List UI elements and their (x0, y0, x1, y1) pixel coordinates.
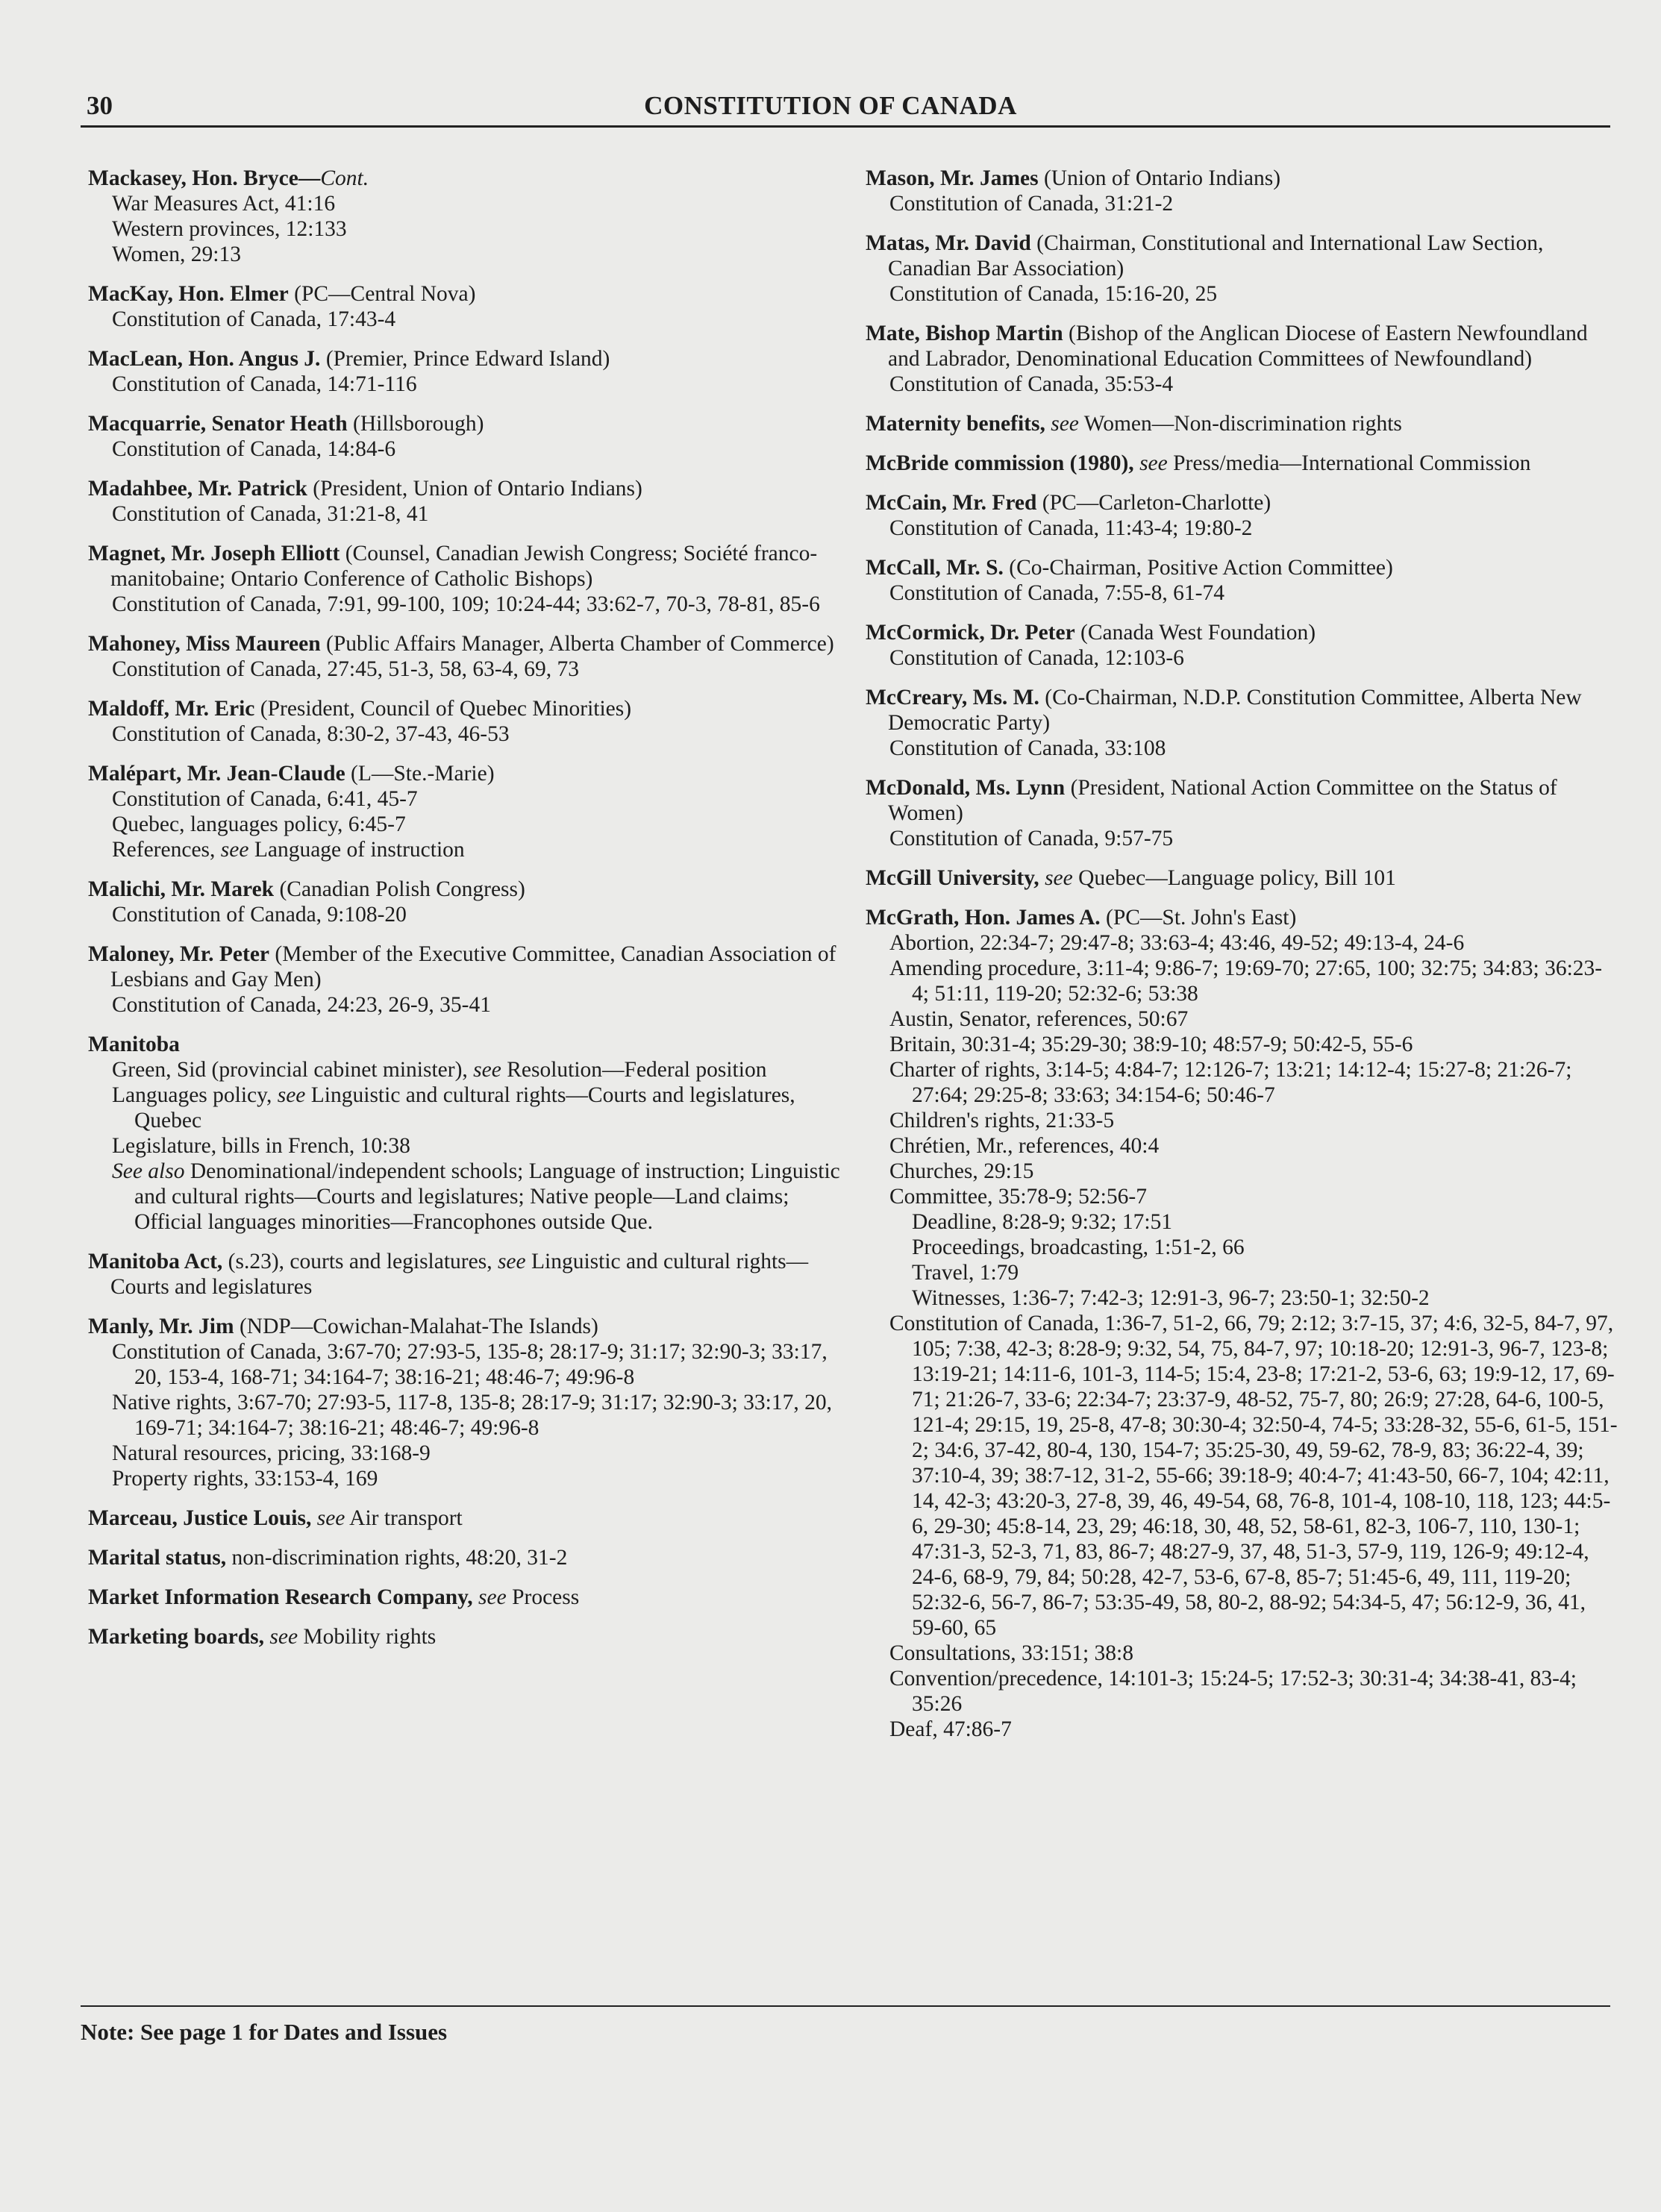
see-reference: see (316, 1506, 345, 1530)
entry-detail (1039, 866, 1045, 890)
entry-heading-line (866, 685, 1619, 736)
entry-heading-line (866, 451, 1619, 476)
subentry-topic: References, (112, 838, 221, 862)
index-entry (88, 696, 842, 747)
entry-subheading (866, 645, 1619, 671)
index-entry (866, 451, 1619, 476)
entry-heading: Manly, Mr. Jim (88, 1315, 234, 1338)
entry-heading: Marketing boards, (88, 1625, 264, 1649)
entry-heading-line (866, 620, 1619, 645)
entry-heading-line (88, 281, 842, 307)
entry-subheading (866, 1311, 1619, 1641)
entry-heading-line (866, 775, 1619, 826)
running-title: CONSTITUTION OF CANADA (644, 91, 1017, 120)
index-entry (88, 941, 842, 1018)
index-entry (88, 281, 842, 332)
subentry-text: Resolution—Federal position (501, 1058, 767, 1082)
subentry-text: Language of instruction (248, 838, 465, 862)
index-entry (866, 321, 1619, 397)
subentry-text: Abortion, 22:34-7; 29:47-8; 33:63-4; 43:46, 49-52; 49:13-4, 24-6 (889, 931, 1465, 955)
entry-heading-line (866, 905, 1619, 930)
entry-heading: Matas, Mr. David (866, 231, 1031, 255)
entry-heading-line (88, 631, 842, 657)
entry-subheading (88, 721, 842, 747)
see-reference: see (277, 1083, 306, 1107)
entry-heading: McCormick, Dr. Peter (866, 621, 1075, 645)
entry-heading: McCreary, Ms. M. (866, 686, 1039, 709)
index-entry (866, 166, 1619, 216)
entry-detail: (President, Union of Ontario Indians) (307, 477, 642, 501)
entry-detail: (Co-Chairman, N.D.P. Constitution Committee, Alberta New Democratic Party) (888, 686, 1582, 735)
entry-detail: (Counsel, Canadian Jewish Congress; Société franco-manitobaine; Ontario Conference of Catholic Bishops) (110, 542, 818, 591)
index-entry (88, 877, 842, 927)
subentry-text: Legislature, bills in French, 10:38 (112, 1134, 410, 1158)
subentry-text: Constitution of Canada, 17:43-4 (112, 307, 396, 331)
index-entry (88, 761, 842, 862)
entry-detail: (President, National Action Committee on the Status of Women) (888, 776, 1557, 825)
entry-detail: non-discrimination rights, 48:20, 31-2 (226, 1546, 568, 1570)
see-reference: see (478, 1585, 507, 1609)
index-entry (866, 775, 1619, 851)
subentry-text: Linguistic and cultural rights—Courts and legislatures, Quebec (134, 1083, 795, 1132)
entry-subheading (866, 1133, 1619, 1159)
index-entry (88, 1545, 842, 1570)
entry-detail: (Chairman, Constitutional and International Law Section, Canadian Bar Association) (888, 231, 1544, 281)
subentry-text: Amending procedure, 3:11-4; 9:86-7; 19:69-70; 27:65, 100; 32:75; 34:83; 36:23-4; 51:11, 119-20; 52:32-6; 53:38 (889, 956, 1603, 1006)
index-entry (88, 1506, 842, 1531)
entry-subheading (88, 837, 842, 862)
entry-subheading (88, 992, 842, 1018)
footer-note: Note: See page 1 for Dates and Issues (81, 2019, 448, 2045)
cross-reference-target: Quebec—Language policy, Bill 101 (1072, 866, 1396, 890)
subentry-topic: Green, Sid (provincial cabinet minister), (112, 1058, 474, 1082)
subentry-text: Western provinces, 12:133 (112, 217, 347, 241)
index-entry (88, 1624, 842, 1649)
entry-subheading (88, 242, 842, 267)
entry-detail: (Bishop of the Anglican Diocese of Eastern Newfoundland and Labrador, Denominational Education Committees of Newfoundland) (888, 322, 1588, 371)
entry-subheading (88, 592, 842, 617)
entry-heading: McGill University, (866, 866, 1039, 890)
entry-heading: Marceau, Justice Louis, (88, 1506, 312, 1530)
entry-heading-line (88, 941, 842, 992)
subentry-text: Children's rights, 21:33-5 (889, 1109, 1115, 1132)
entry-heading: McCall, Mr. S. (866, 556, 1004, 580)
subentry-text: Britain, 30:31-4; 35:29-30; 38:9-10; 48:57-9; 50:42-5, 55-6 (889, 1033, 1413, 1056)
entry-subheading (88, 902, 842, 927)
subentry-text: Consultations, 33:151; 38:8 (889, 1641, 1133, 1665)
entry-heading-line (866, 865, 1619, 891)
subentry-text: Constitution of Canada, 6:41, 45-7 (112, 787, 418, 811)
page-number: 30 (87, 91, 113, 120)
entry-heading-line (866, 231, 1619, 281)
entry-detail: (PC—St. John's East) (1100, 906, 1297, 930)
entry-subheading (88, 786, 842, 812)
cross-reference-target: Women—Non-discrimination rights (1078, 412, 1402, 436)
entry-heading: MacLean, Hon. Angus J. (88, 347, 321, 371)
subentry-text: Churches, 29:15 (889, 1159, 1034, 1183)
entry-subheading (88, 812, 842, 837)
entry-heading: Magnet, Mr. Joseph Elliott (88, 542, 340, 565)
entry-detail: (PC—Carleton-Charlotte) (1036, 491, 1271, 515)
index-entry (866, 620, 1619, 671)
entry-subheading (866, 1235, 1619, 1260)
entry-subheading (866, 1032, 1619, 1057)
entry-detail: (Hillsborough) (347, 412, 484, 436)
subentry-text: Quebec, languages policy, 6:45-7 (112, 812, 406, 836)
entry-heading-line (88, 1314, 842, 1339)
entry-heading-line (88, 1032, 842, 1057)
entry-subheading (866, 1209, 1619, 1235)
see-reference: See also (112, 1159, 185, 1183)
entry-subheading (866, 281, 1619, 307)
entry-subheading (88, 1133, 842, 1159)
see-reference: see (1051, 412, 1079, 436)
entry-subheading (866, 956, 1619, 1006)
entry-detail: (L—Ste.-Marie) (345, 762, 495, 786)
index-entry (866, 411, 1619, 436)
continued-marker: Cont. (320, 166, 369, 190)
entry-subheading (88, 501, 842, 527)
entry-heading-line (88, 696, 842, 721)
entry-heading: McGrath, Hon. James A. (866, 906, 1101, 930)
entry-heading-line (88, 411, 842, 436)
entry-detail (311, 1506, 316, 1530)
index-entry (88, 1032, 842, 1235)
subentry-text: Constitution of Canada, 7:55-8, 61-74 (889, 581, 1225, 605)
entry-detail: (Public Affairs Manager, Alberta Chamber of Commerce) (320, 632, 834, 656)
subentry-text: Constitution of Canada, 8:30-2, 37-43, 46-53 (112, 722, 510, 746)
subentry-text: Deadline, 8:28-9; 9:32; 17:51 (912, 1210, 1173, 1234)
subentry-text: Constitution of Canada, 33:108 (889, 736, 1166, 760)
entry-heading-line (88, 1506, 842, 1531)
subentry-text: Deaf, 47:86-7 (889, 1717, 1012, 1741)
subentry-text: Constitution of Canada, 3:67-70; 27:93-5, 135-8; 28:17-9; 31:17; 32:90-3; 33:17, 20, 153-4, 168-71; 34:164-7; 38:16-21; 48:46-7; 49:96-8 (112, 1340, 828, 1389)
header-rule (81, 125, 1610, 128)
subentry-text: Proceedings, broadcasting, 1:51-2, 66 (912, 1235, 1245, 1259)
entry-heading: Mackasey, Hon. Bryce— (88, 166, 321, 190)
entry-heading: Market Information Research Company, (88, 1585, 473, 1609)
subentry-text: Constitution of Canada, 1:36-7, 51-2, 66, 79; 2:12; 3:7-15, 37; 4:6, 32-5, 84-7, 97, 105; 7:38, 42-3; 8:28-9; 9:32, 54, 75, 84-7, 97; 10:18-20; 12:91-3, 96-7, 123-8; 13:19-21; 14:11-6, 101-3, 114-5; 15:4, 23-8; 17:21-2, 53-6, 63; 19:9-12, 17, 69-71; 21:26-7, 33-6; 22:34-7; 23:37-9, 48-52, 75-7, 80; 26:9; 27:28, 64-6, 100-5, 121-4; 29:15, 19, 25-8, 47-8; 30:30-4; 32:50-4, 74-5; 33:28-32, 55-6, 61-5, 151-2; 34:6, 37-42, 80-4, 130, 154-7; 35:25-30, 49, 59-62, 78-9, 83; 36:22-4, 39; 37:10-4, 39; 38:7-12, 31-2, 55-66; 39:18-9; 40:4-7; 41:43-50, 66-7, 104; 42:11, 14, 42-3; 43:20-3, 27-8, 39, 46, 49-54, 68, 76-8, 101-4, 108-10, 118, 123; 44:5-6, 29-30; 45:8-14, 23, 29; 46:18, 30, 48, 52, 58-61, 82-3, 106-7, 110, 130-1; 47:31-3, 52-3, 71, 83, 86-7; 48:27-9, 37, 48, 51-3, 57-9, 119, 126-9; 49:12-4, 24-6, 68-9, 79, 84; 50:28, 42-7, 53-6, 67-8, 85-7; 51:45-6, 49, 111, 119-20; 52:32-6, 56-7, 86-7; 53:35-49, 58, 80-2, 88-92; 54:34-5, 47; 56:12-9, 36, 41, 59-60, 65 (889, 1312, 1618, 1640)
entry-heading: MacKay, Hon. Elmer (88, 282, 289, 306)
entry-heading-line (88, 1249, 842, 1300)
entry-subheading (866, 826, 1619, 851)
entry-subheading (88, 1082, 842, 1133)
subentry-text: Constitution of Canada, 11:43-4; 19:80-2 (889, 516, 1253, 540)
subentry-text: Denominational/independent schools; Language of instruction; Linguistic and cultural rights—Courts and legislatures; Native people—Land claims; Official languages minorities—Francophones outside Que. (134, 1159, 840, 1234)
entry-detail: (Canadian Polish Congress) (274, 877, 525, 901)
index-entry (866, 555, 1619, 606)
entry-detail: (Member of the Executive Committee, Canadian Association of Lesbians and Gay Men) (110, 942, 836, 991)
entry-heading: Maldoff, Mr. Eric (88, 697, 255, 721)
entry-subheading (866, 1057, 1619, 1108)
entry-subheading (866, 1108, 1619, 1133)
entry-subheading (866, 191, 1619, 216)
subentry-text: Chrétien, Mr., references, 40:4 (889, 1134, 1160, 1158)
entry-detail: (Union of Ontario Indians) (1038, 166, 1281, 190)
subentry-text: Constitution of Canada, 12:103-6 (889, 646, 1184, 670)
cross-reference-target: Linguistic and cultural rights—Courts and legislatures (110, 1250, 809, 1299)
subentry-text: Property rights, 33:153-4, 169 (112, 1467, 378, 1491)
entry-heading-line (88, 761, 842, 786)
see-reference: see (473, 1058, 501, 1082)
entry-heading-line (866, 555, 1619, 580)
subentry-text: Natural resources, pricing, 33:168-9 (112, 1441, 431, 1465)
entry-heading-line (88, 877, 842, 902)
see-reference: see (497, 1250, 526, 1273)
entry-heading: Madahbee, Mr. Patrick (88, 477, 307, 501)
entry-subheading (866, 1006, 1619, 1032)
entry-subheading (88, 1057, 842, 1082)
entry-subheading (866, 516, 1619, 541)
entry-heading-line (88, 1624, 842, 1649)
subentry-text: Constitution of Canada, 31:21-2 (889, 192, 1174, 216)
subentry-text: Constitution of Canada, 7:91, 99-100, 109; 10:24-44; 33:62-7, 70-3, 78-81, 85-6 (112, 592, 820, 616)
entry-detail: (President, Council of Quebec Minorities) (254, 697, 632, 721)
entry-subheading (866, 1285, 1619, 1311)
index-entry (866, 905, 1619, 1742)
entry-subheading (88, 657, 842, 682)
index-entry (88, 476, 842, 527)
entry-heading: Maloney, Mr. Peter (88, 942, 270, 966)
entry-heading-line (88, 166, 842, 191)
subentry-text: Constitution of Canada, 9:108-20 (112, 903, 407, 927)
entry-detail: (Canada West Foundation) (1075, 621, 1316, 645)
entry-heading-line (88, 1585, 842, 1610)
subentry-text: Witnesses, 1:36-7; 7:42-3; 12:91-3, 96-7; 23:50-1; 32:50-2 (912, 1286, 1430, 1310)
entry-heading: McBride commission (1980), (866, 451, 1134, 475)
subentry-text: Charter of rights, 3:14-5; 4:84-7; 12:126-7; 13:21; 14:12-4; 15:27-8; 21:26-7; 27:64; 29:25-8; 33:63; 34:154-6; 50:46-7 (889, 1058, 1572, 1107)
entry-subheading (866, 1717, 1619, 1742)
entry-heading: McCain, Mr. Fred (866, 491, 1037, 515)
entry-heading: McDonald, Ms. Lynn (866, 776, 1066, 800)
entry-subheading (866, 1666, 1619, 1717)
entry-heading: Malichi, Mr. Marek (88, 877, 275, 901)
entry-heading: Mason, Mr. James (866, 166, 1039, 190)
entry-detail: (PC—Central Nova) (288, 282, 476, 306)
subentry-text: Constitution of Canada, 27:45, 51-3, 58, 63-4, 69, 73 (112, 657, 580, 681)
entry-subheading (88, 1441, 842, 1466)
see-reference: see (1139, 451, 1168, 475)
subentry-text: Women, 29:13 (112, 242, 241, 266)
subentry-text: War Measures Act, 41:16 (112, 192, 336, 216)
entry-heading: Malépart, Mr. Jean-Claude (88, 762, 345, 786)
entry-heading: Manitoba (88, 1033, 180, 1056)
subentry-text: Constitution of Canada, 24:23, 26-9, 35-41 (112, 993, 492, 1017)
index-column-right (866, 166, 1619, 1756)
index-entry (88, 411, 842, 462)
subentry-text: Austin, Senator, references, 50:67 (889, 1007, 1189, 1031)
see-reference: see (1045, 866, 1073, 890)
cross-reference-target: Press/media—International Commission (1167, 451, 1531, 475)
entry-subheading (88, 216, 842, 242)
index-entry (88, 631, 842, 682)
entry-subheading (88, 1390, 842, 1441)
entry-subheading (88, 1466, 842, 1491)
entry-heading: Maternity benefits, (866, 412, 1045, 436)
entry-subheading (88, 191, 842, 216)
entry-subheading (866, 930, 1619, 956)
index-entry (88, 1585, 842, 1610)
entry-subheading (866, 1184, 1619, 1209)
entry-subheading (866, 372, 1619, 397)
entry-heading-line (88, 476, 842, 501)
entry-subheading (866, 736, 1619, 761)
entry-subheading (866, 1260, 1619, 1285)
entry-heading-line (88, 1545, 842, 1570)
subentry-text: Travel, 1:79 (912, 1261, 1019, 1285)
entry-subheading (88, 307, 842, 332)
index-column-left (88, 166, 842, 1664)
subentry-text: Committee, 35:78-9; 52:56-7 (889, 1185, 1147, 1209)
entry-detail (1134, 451, 1139, 475)
entry-heading: Mahoney, Miss Maureen (88, 632, 321, 656)
index-entry (88, 541, 842, 617)
subentry-text: Constitution of Canada, 14:71-116 (112, 372, 417, 396)
footer-rule (81, 2005, 1610, 2007)
index-entry (866, 685, 1619, 761)
entry-subheading (88, 1339, 842, 1390)
index-entry (866, 865, 1619, 891)
index-entry (88, 346, 842, 397)
subentry-text: Constitution of Canada, 15:16-20, 25 (889, 282, 1218, 306)
entry-heading-line (88, 541, 842, 592)
entry-detail: (s.23), courts and legislatures, (222, 1250, 498, 1273)
see-reference: see (269, 1625, 298, 1649)
entry-subheading (866, 1159, 1619, 1184)
cross-reference-target: Mobility rights (298, 1625, 437, 1649)
entry-heading-line (866, 411, 1619, 436)
entry-subheading (866, 1641, 1619, 1666)
entry-heading: Macquarrie, Senator Heath (88, 412, 348, 436)
index-entry (88, 1314, 842, 1491)
entry-subheading (88, 436, 842, 462)
entry-subheading (866, 580, 1619, 606)
index-entry (866, 231, 1619, 307)
subentry-text: Constitution of Canada, 14:84-6 (112, 437, 396, 461)
entry-detail: (Co-Chairman, Positive Action Committee) (1003, 556, 1393, 580)
entry-heading: Manitoba Act, (88, 1250, 223, 1273)
cross-reference-target: Air transport (345, 1506, 463, 1530)
see-reference: see (220, 838, 249, 862)
entry-detail: (NDP—Cowichan-Malahat-The Islands) (234, 1315, 598, 1338)
subentry-text: Constitution of Canada, 9:57-75 (889, 827, 1174, 850)
subentry-text: Constitution of Canada, 35:53-4 (889, 372, 1174, 396)
subentry-text: Constitution of Canada, 31:21-8, 41 (112, 502, 429, 526)
subentry-text: Native rights, 3:67-70; 27:93-5, 117-8, 135-8; 28:17-9; 31:17; 32:90-3; 33:17, 20, 169-71; 34:164-7; 38:16-21; 48:46-7; 49:96-8 (112, 1391, 832, 1440)
entry-detail: (Premier, Prince Edward Island) (320, 347, 610, 371)
index-entry (88, 166, 842, 267)
index-entry (88, 1249, 842, 1300)
entry-heading-line (866, 490, 1619, 516)
entry-heading-line (88, 346, 842, 372)
subentry-text: Convention/precedence, 14:101-3; 15:24-5; 17:52-3; 30:31-4; 34:38-41, 83-4; 35:26 (889, 1667, 1577, 1716)
cross-reference-target: Process (506, 1585, 580, 1609)
subentry-topic: Languages policy, (112, 1083, 278, 1107)
entry-heading: Mate, Bishop Martin (866, 322, 1063, 345)
index-entry (866, 490, 1619, 541)
entry-heading-line (866, 166, 1619, 191)
entry-subheading (88, 1159, 842, 1235)
entry-heading-line (866, 321, 1619, 372)
entry-heading: Marital status, (88, 1546, 227, 1570)
entry-subheading (88, 372, 842, 397)
entry-detail (473, 1585, 478, 1609)
